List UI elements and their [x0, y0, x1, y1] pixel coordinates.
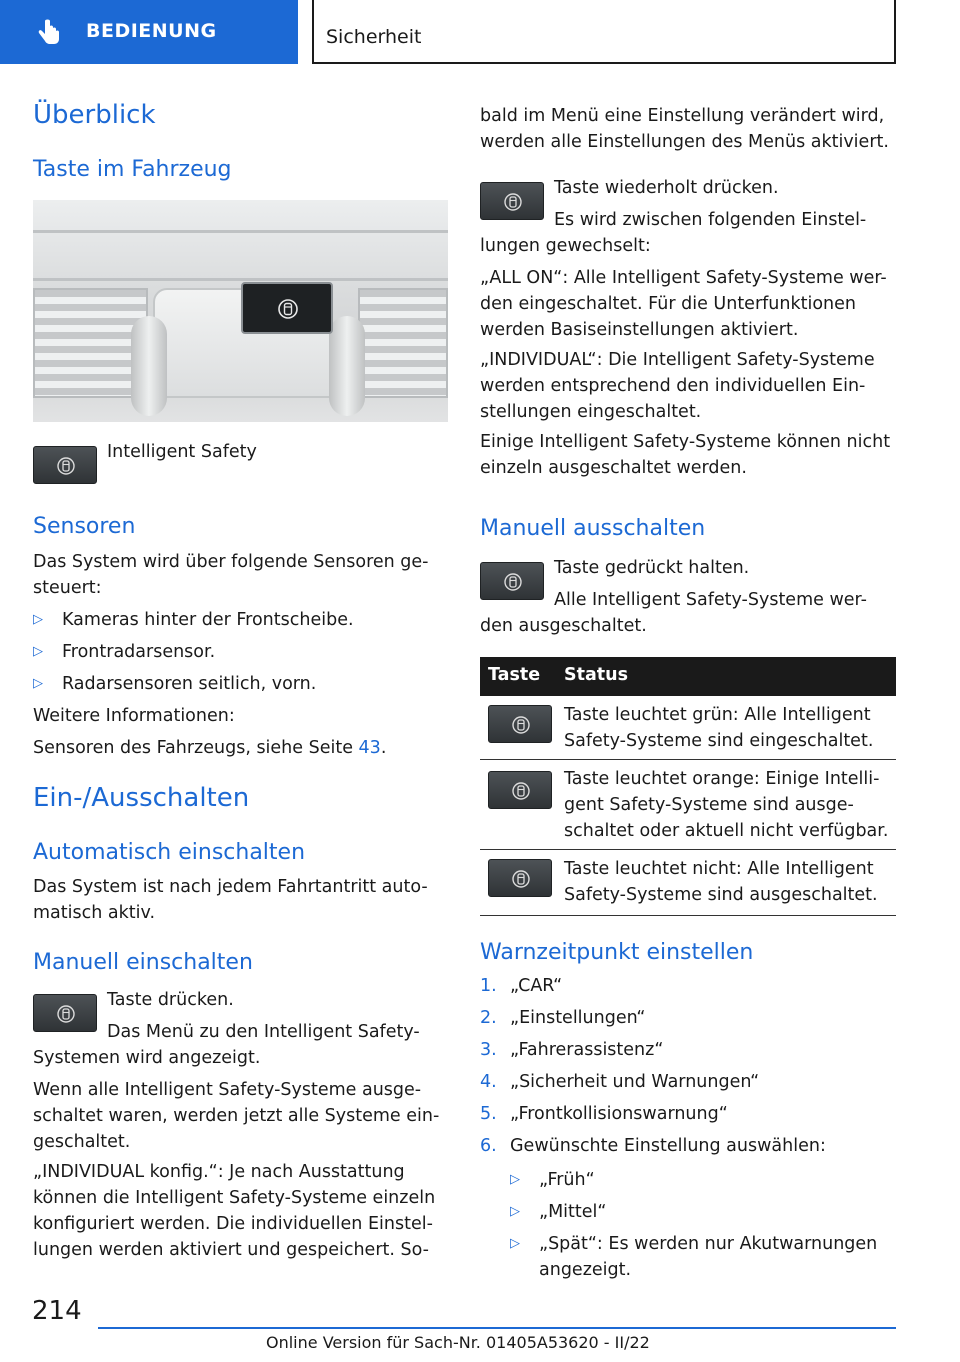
step-text: Gewünschte Einstellung auswählen: — [510, 1136, 826, 1156]
all-off-text: Wenn alle Intelligent Safety-Systeme ausge-schaltet waren, werden jetzt alle Systeme ein-geschaltet. — [33, 1080, 440, 1152]
intelligent-safety-button — [241, 282, 333, 334]
step-text: „Frontkollisionswarnung“ — [510, 1104, 728, 1124]
chapter-header — [312, 0, 896, 64]
sensors-intro: Das System wird über folgende Sensoren ge-steuert: — [33, 552, 429, 598]
page-link[interactable]: 43 — [358, 738, 381, 758]
table-row — [480, 696, 896, 760]
heading-manual-off: Manuell ausschalten — [480, 516, 706, 541]
step-number: 4. — [480, 1072, 497, 1092]
heading-auto-on: Automatisch einschalten — [33, 840, 306, 865]
table-row — [480, 760, 896, 850]
dashboard-photo — [33, 200, 448, 422]
all-on-text: „ALL ON“: Alle Intelligent Safety-Systeme wer-den eingeschaltet. Für die Unterfunktionen werden Basiseinstellungen aktiviert. — [480, 268, 887, 340]
key-green-icon — [488, 705, 552, 743]
all-off-result-text: Alle Intelligent Safety-Systeme wer-den ausgeschaltet. — [480, 590, 867, 636]
key-caption: Intelligent Safety — [107, 442, 257, 462]
page-number: 214 — [32, 1296, 82, 1326]
heading-sensors: Sensoren — [33, 514, 136, 539]
key-off-icon — [488, 859, 552, 897]
step-number: 5. — [480, 1104, 497, 1124]
hand-pointer-icon — [34, 18, 64, 48]
auto-on-text: Das System ist nach jedem Fahrtantritt auto-matisch aktiv. — [33, 877, 428, 923]
status-cell: Taste leuchtet nicht: Alle Intelligent Safety-Systeme sind ausgeschaltet. — [564, 859, 878, 905]
press-repeat-text: Taste wiederholt drücken. — [554, 178, 779, 198]
table-row — [480, 850, 896, 916]
more-info-reference: Sensoren des Fahrzeugs, siehe Seite 43. — [33, 738, 387, 758]
step-number: 1. — [480, 976, 497, 996]
section-label: BEDIENUNG — [86, 20, 217, 42]
step-text: „Sicherheit und Warnungen“ — [510, 1072, 760, 1092]
footer-rule — [98, 1327, 896, 1329]
status-cell: Taste leuchtet orange: Einige Intelli-gent Safety-Systeme sind ausge-schaltet oder aktuell nicht verfügbar. — [564, 769, 889, 841]
section-tab[interactable] — [0, 0, 298, 64]
col-key-header: Taste — [488, 665, 541, 685]
continued-text: bald im Menü eine Einstellung verändert wird, werden alle Einstellungen des Menüs aktiviert. — [480, 106, 889, 152]
hold-key-text: Taste gedrückt halten. — [554, 558, 750, 578]
step-number: 2. — [480, 1008, 497, 1028]
status-cell: Taste leuchtet grün: Alle Intelligent Safety-Systeme sind eingeschaltet. — [564, 705, 874, 751]
switch-between-text: Es wird zwischen folgenden Einstel-lungen gewechselt: — [480, 210, 867, 256]
intelligent-safety-key-icon — [33, 446, 97, 484]
air-vent-right — [358, 288, 448, 398]
table-header — [480, 657, 896, 696]
key-orange-icon — [488, 771, 552, 809]
step-text: „Einstellungen“ — [510, 1008, 646, 1028]
safety-car-icon — [277, 298, 299, 320]
more-info-label: Weitere Informationen: — [33, 706, 235, 726]
chapter-label: Sicherheit — [326, 26, 422, 48]
step-number: 3. — [480, 1040, 497, 1060]
heading-on-off: Ein-/Ausschalten — [33, 783, 250, 813]
heading-warning-time: Warnzeitpunkt einstellen — [480, 940, 754, 965]
heading-manual-on: Manuell einschalten — [33, 950, 253, 975]
list-item: ▷ „Spät“: Es werden nur Akutwarnungen angezeigt. — [510, 1234, 878, 1280]
heading-button-in-vehicle: Taste im Fahrzeug — [33, 157, 232, 182]
press-key-text: Taste drücken. — [107, 990, 234, 1010]
heading-overview: Überblick — [33, 100, 156, 130]
step-text: „CAR“ — [510, 976, 563, 996]
col-status-header: Status — [564, 665, 629, 685]
step-text: „Fahrerassistenz“ — [510, 1040, 664, 1060]
individual-config-text: „INDIVIDUAL konfig.“: Je nach Ausstattung können die Intelligent Safety-Systeme einzeln konfiguriert werden. Die individuellen Einstel-lungen werden aktiviert und gespeichert. So- — [33, 1162, 436, 1260]
individual-text: „INDIVIDUAL“: Die Intelligent Safety-Systeme werden entsprechend den individuellen Ein-stellungen eingeschaltet. — [480, 350, 875, 422]
online-version-text: Online Version für Sach-Nr. 01405A53620 - II/22 — [266, 1333, 650, 1352]
step-number: 6. — [480, 1136, 497, 1156]
not-all-text: Einige Intelligent Safety-Systeme können nicht einzeln ausgeschaltet werden. — [480, 432, 891, 478]
menu-shown-text: Das Menü zu den Intelligent Safety-Systemen wird angezeigt. — [33, 1022, 420, 1068]
